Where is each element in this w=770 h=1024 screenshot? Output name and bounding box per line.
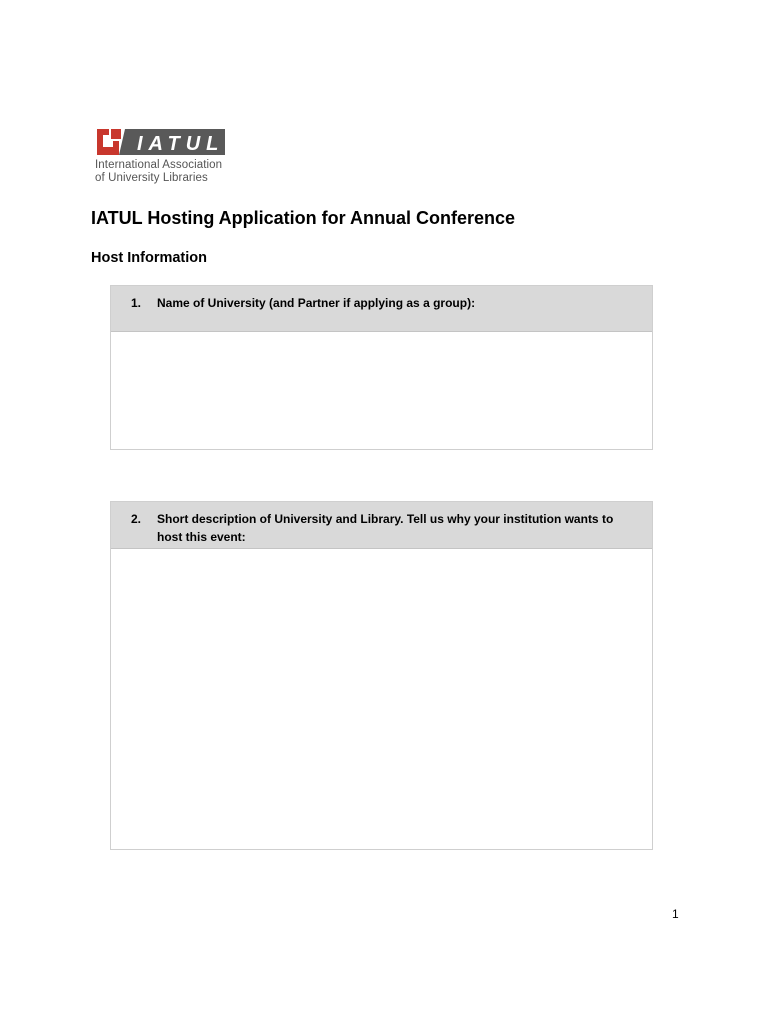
- question-header-1: [111, 286, 652, 332]
- section-title-host-information: Host Information: [91, 250, 207, 266]
- question-number-2: 2.: [131, 512, 142, 526]
- page-number: 1: [672, 907, 679, 921]
- iatul-logo: [95, 127, 230, 187]
- question-header-2: [111, 502, 652, 549]
- document-title: IATUL Hosting Application for Annual Conference: [91, 208, 516, 228]
- question-text-2: Short description of University and Library. Tell us why your institution wants to host this event:: [157, 512, 614, 544]
- question-number-1: 1.: [131, 296, 142, 310]
- logo-tagline-line1: International Association: [95, 159, 223, 171]
- question-box-2: [110, 501, 653, 850]
- answer-field-2[interactable]: [111, 549, 652, 849]
- iatul-logo-mark: [95, 127, 225, 157]
- answer-field-1[interactable]: [111, 332, 652, 449]
- logo-mark-text: IATUL: [137, 133, 225, 155]
- question-text-1: Name of University (and Partner if applying as a group):: [157, 296, 476, 310]
- question-box-1: [110, 285, 653, 450]
- logo-tagline-line2: of University Libraries: [95, 172, 208, 184]
